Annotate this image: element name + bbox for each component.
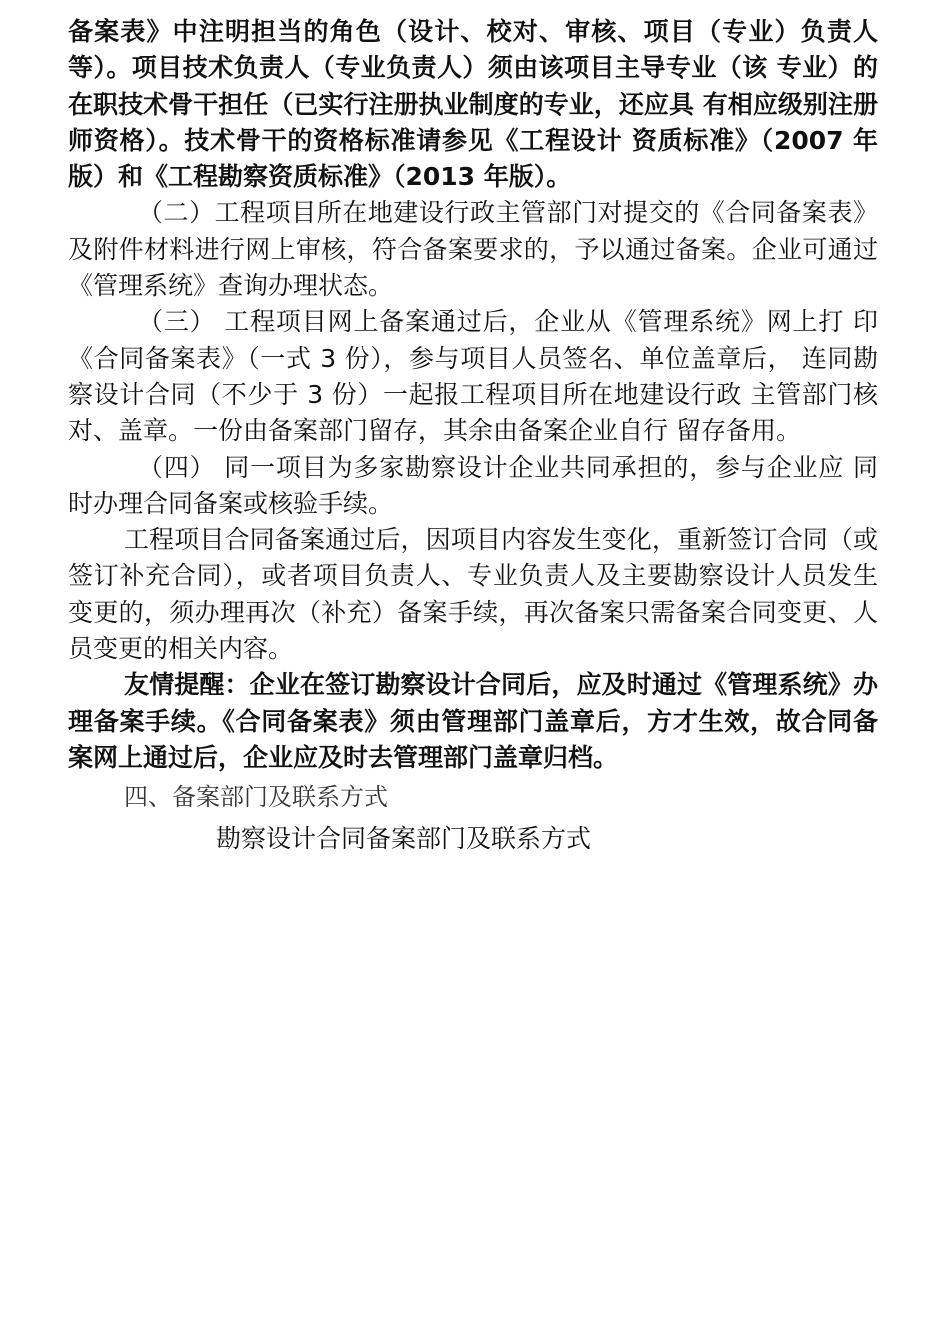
paragraph-multiple-firms: （四） 同一项目为多家勘察设计企业共同承担的，参与企业应 同时办理合同备案或核验手续。 bbox=[68, 452, 878, 518]
section-heading: 四、备案部门及联系方式 bbox=[124, 783, 388, 812]
document-page bbox=[68, 14, 878, 858]
paragraph-online-review: （二）工程项目所在地建设行政主管部门对提交的《合同备案表》及附件材料进行网上审核，符合备案要求的，予以通过备案。企业可通过《管理系统》查询办理状态。 bbox=[68, 198, 878, 301]
paragraph-re-filing: 工程项目合同备案通过后，因项目内容发生变化，重新签订合同（或签订补充合同），或者项目负责人、专业负责人及主要勘察设计人员发生变更的，须办理再次（补充）备案手续，再次备案只需备案合同变更、人员变更的相关内容。 bbox=[68, 525, 878, 664]
paragraph-friendly-reminder: 友情提醒：企业在签订勘察设计合同后，应及时通过《管理系统》办理备案手续。《合同备案表》须由管理部门盖章后，方才生效，故合同备案网上通过后，企业应及时去管理部门盖章归档。 bbox=[68, 670, 878, 772]
paragraph-staff-roles: 备案表》中注明担当的角色（设计、校对、审核、项目（专业）负责人等）。项目技术负责人（专业负责人）须由该项目主导专业（该 专业）的在职技术骨干担任（已实行注册执业制度的专业，还应具 有相应级别注册师资格）。技术骨干的资格标准请参见《工程设计 资质标准》（2007 年版）和《工程勘察资质标准》（2013 年版）。 bbox=[68, 17, 878, 192]
paragraph-print-and-stamp: （三） 工程项目网上备案通过后，企业从《管理系统》网上打 印《合同备案表》（一式 3 份），参与项目人员签名、单位盖章后， 连同勘察设计合同（不少于 3 份）一起报工程项目所在地建设行政 主管部门核对、盖章。一份由备案部门留存，其余由备案企业自行 留存备用。 bbox=[68, 307, 878, 446]
table-title: 勘察设计合同备案部门及联系方式 bbox=[216, 824, 592, 854]
